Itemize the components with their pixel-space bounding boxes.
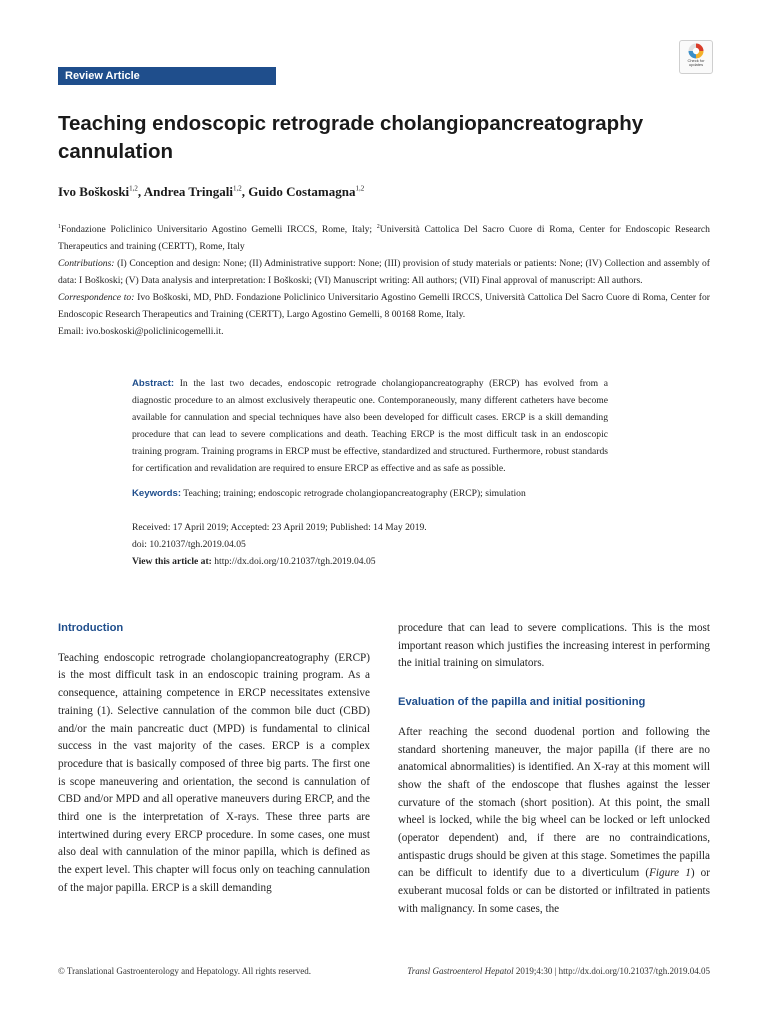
contributions (58, 255, 710, 289)
author-affiliation-mark: 1,2 (232, 184, 242, 193)
author-name: Ivo Boškoski (58, 184, 130, 199)
view-article-link[interactable]: http://dx.doi.org/10.21037/tgh.2019.04.05 (211, 556, 376, 567)
author-affiliation-mark: 1,2 (355, 184, 365, 193)
crossmark-icon (688, 43, 704, 59)
keywords-text: Teaching; training; endoscopic retrograde cholangiopancreatography (ERCP); simulation (181, 488, 526, 499)
crossmark-label: Check for updates (687, 58, 705, 67)
affiliations (58, 219, 710, 255)
email-line[interactable]: Email: ivo.boskoski@policlinicogemelli.it. (58, 326, 224, 338)
abstract-text: In the last two decades, endoscopic retrograde cholangiopancreatography (ERCP) has evolved from a diagnostic procedure to an almost exclusively therapeutic one. Contemporaneously, many different catheters have become available for cannulation and special techniques have also been developed for difficult cases. ERCP is a skill demanding procedure that can lead to severe complications and death. Teaching ERCP is the most difficult task in an endoscopic training program. Training programs in ERCP must be effective, standardized and structured. Furthermore, robust standards for certification and revalidation are required to ensure ERCP as effective and as safe as possible. (132, 378, 608, 474)
correspondence-text: Ivo Boškoski, MD, PhD. Fondazione Policlinico Universitario Agostino Gemelli IRCCS, Università Cattolica Del Sacro Cuore di Roma, Center for Endoscopic Research Therapeutics and Training (CERTT), Largo Agostino Gemelli, 8 00168 Rome, Italy. (58, 292, 710, 321)
received-dates: Received: 17 April 2019; Accepted: 23 April 2019; Published: 14 May 2019. (132, 522, 427, 533)
contributions-text: (I) Conception and design: None; (II) Administrative support: None; (III) provision of study materials or patients: None; (IV) Collection and assembly of data: I Boškoski; (V) Data analysis and interpretation: I Boškoski; (VI) Manuscript writing: All authors; (VII) Final approval of manuscript: All authors. (58, 258, 710, 287)
doi: doi: 10.21037/tgh.2019.04.05 (132, 539, 246, 550)
affiliation-1: Fondazione Policlinico Universitario Agostino Gemelli IRCCS, Rome, Italy; (61, 224, 377, 236)
introduction-text: Teaching endoscopic retrograde cholangiopancreatography (ERCP) is the most difficult task in an endoscopic training program. As a consequence, attaining competence in ERCP necessitates extensive training (1). Selective cannulation of the common bile duct (CBD) and/or the main pancreatic duct (MPD) is fundamental to clinical success in the vast majority of the cases. ERCP is a complex procedure that is basically composed of three big parts. The first one is scope maneuvering and orientation, the second is cannulation of CBD and/or MPD and all operative maneuvers during ERCP, and the third one is the interpretation of X-rays. These three parts are intertwined during every ERCP procedure. In some cases, one must also deal with cannulation of the minor papilla, which is defined as the expert level. This chapter will focus only on teaching cannulation of the major papilla. ERCP is a skill demanding (58, 651, 370, 894)
view-article-label: View this article at: (132, 556, 212, 567)
abstract-block (132, 375, 608, 570)
papilla-section-heading: Evaluation of the papilla and initial positioning (398, 696, 646, 709)
citation (407, 966, 710, 976)
affiliation-mark: 2 (376, 224, 380, 230)
article-title: Teaching endoscopic retrograde cholangiopancreatography cannulation (58, 112, 644, 163)
abstract-label: Abstract: (132, 378, 175, 389)
view-article-line (132, 553, 608, 570)
article-type-badge: Review Article (58, 67, 276, 85)
citation-text: 2019;4:30 | http://dx.doi.org/10.21037/tgh.2019.04.05 (513, 966, 710, 976)
author-list: Ivo Boškoski$^{1,2}$, Andrea Tringali$^{1,2}$, Guido Costamagna$^{1,2}$ (58, 184, 365, 199)
right-column (398, 620, 710, 919)
author-affiliation-mark: 1,2 (129, 184, 138, 193)
affiliation-2: Università Cattolica Del Sacro Cuore di Roma, Center for Endoscopic Research Therapeutics and training (CERTT), Rome, Italy (58, 224, 710, 253)
author-name: Andrea Tringali (143, 184, 233, 199)
affiliation-mark: 1 (58, 224, 61, 230)
copyright: © Translational Gastroenterology and Hepatology. All rights reserved. (58, 966, 311, 976)
continued-text: procedure that can lead to severe complications. This is the most important reason which justifies the increasing interest in performing the initial training on simulators. (398, 622, 710, 670)
author-name: Guido Costamagna (248, 184, 356, 199)
abstract (132, 375, 608, 477)
papilla-section-text (398, 724, 710, 919)
figure-reference[interactable]: Figure 1 (649, 867, 691, 880)
papilla-text-part: ) or exuberant mucosal folds or can be distorted or infiltrated in patients with malignancy. In some cases, the (398, 867, 710, 915)
left-column (58, 620, 370, 898)
keywords-label: Keywords: (132, 488, 182, 499)
affiliations-block (58, 219, 710, 340)
contributions-label: Contributions: (58, 258, 115, 270)
introduction-heading: Introduction (58, 622, 124, 634)
journal-name: Transl Gastroenterol Hepatol (407, 966, 514, 976)
correspondence (58, 289, 710, 323)
check-for-updates-button[interactable] (679, 40, 713, 74)
papilla-text-part: After reaching the second duodenal portion and following the standard shortening maneuver, the major papilla (if there are no anatomical abnormalities) is identified. An X-ray at this moment will show the shaft of the endoscope that flushes against the lesser curvature of the stomach (short position). At this point, the small wheel is locked, while the big wheel can be locked or left unlocked (operator dependent) and, if there are no contraindications, antispastic drugs should be given at this stage. Sometimes the papilla can be difficult to identify due to a diverticulum ( (398, 725, 710, 880)
keywords (132, 485, 608, 502)
correspondence-label: Correspondence to: (58, 292, 135, 304)
